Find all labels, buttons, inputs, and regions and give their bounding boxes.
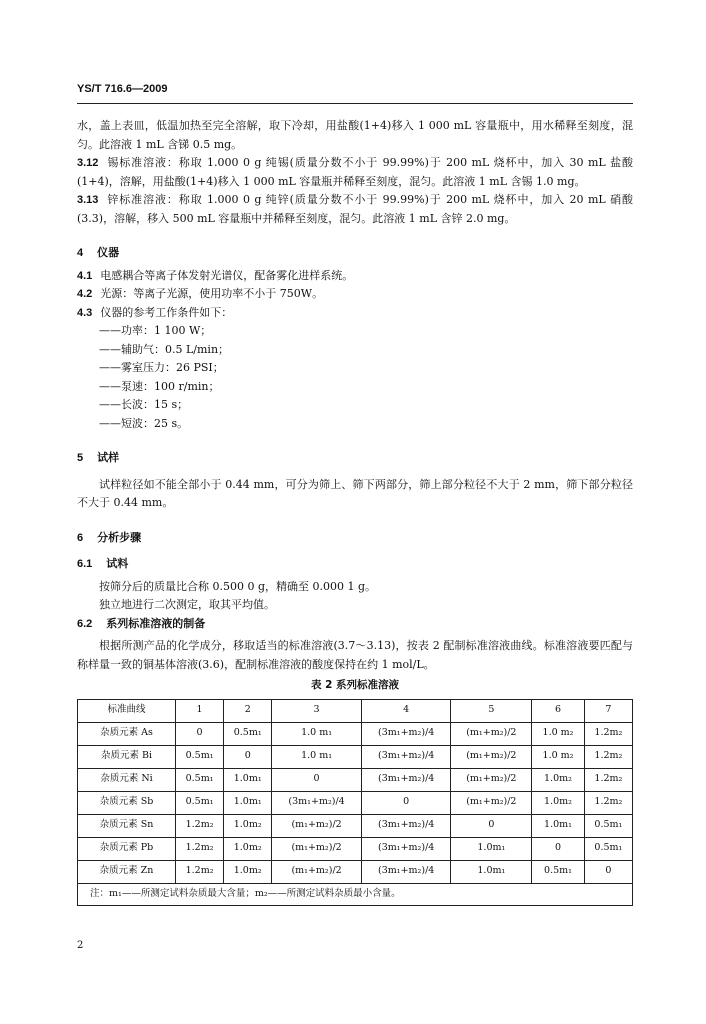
- table-cell: 杂质元素 Zn: [78, 860, 176, 883]
- table-row: [78, 837, 633, 860]
- table-cell: 0.5m₁: [176, 791, 224, 814]
- table-cell: 杂质元素 As: [78, 722, 176, 745]
- table-cell: 0: [532, 837, 585, 860]
- table-cell: 0: [361, 791, 451, 814]
- section-title: 试样: [97, 451, 120, 464]
- table-cell: (m₁+m₂)/2: [451, 722, 532, 745]
- standard-number: YS/T 716.6—2009: [77, 83, 168, 95]
- table-note: 注：m₁——所测定试料杂质最大含量；m₂——所测定试料杂质最小含量。: [78, 883, 633, 905]
- table-note-row: [78, 883, 633, 905]
- clause-number: 6.2: [77, 617, 93, 630]
- table-cell: (3m₁+m₂)/4: [361, 860, 451, 883]
- table-header-cell: 6: [532, 699, 585, 722]
- paragraph: 水，盖上表皿，低温加热至完全溶解，取下冷却，用盐酸(1+4)移入 1 000 mL 容量瓶中，用水稀释至刻度，混匀。此溶液 1 mL 含锑 0.5 mg。: [77, 119, 633, 151]
- table-cell: (3m₁+m₂)/4: [361, 745, 451, 768]
- table-header-cell: 3: [272, 699, 362, 722]
- table-cell: (m₁+m₂)/2: [272, 837, 362, 860]
- condition-item: ——长波：15 s；: [99, 398, 189, 411]
- section-6-heading: [77, 529, 633, 548]
- clause-text: 光源：等离子光源，使用功率不小于 750W。: [100, 287, 324, 300]
- table-header-cell: 5: [451, 699, 532, 722]
- table-row: [78, 814, 633, 837]
- paragraph: 按筛分后的质量比合称 0.500 0 g，精确至 0.000 1 g。: [99, 579, 377, 593]
- section-number: 6: [77, 531, 84, 544]
- clause-4-3: [77, 304, 633, 323]
- table-header-cell: 4: [361, 699, 451, 722]
- table-cell: 1.2m₂: [176, 860, 224, 883]
- table-header-cell: 1: [176, 699, 224, 722]
- condition-item: ——雾室压力：26 PSI；: [99, 361, 224, 374]
- clause-4-1: [77, 267, 633, 286]
- table-cell: 1.0m₁: [451, 837, 532, 860]
- paragraph: 独立地进行二次测定，取其平均值。: [99, 598, 275, 611]
- table-cell: (3m₁+m₂)/4: [361, 722, 451, 745]
- condition-item: ——功率：1 100 W；: [99, 324, 212, 337]
- clause-text: 仪器的参考工作条件如下：: [100, 305, 233, 319]
- table-cell: 1.0m₁: [224, 791, 272, 814]
- table-cell: 杂质元素 Ni: [78, 768, 176, 791]
- table-cell: 1.2m₂: [176, 837, 224, 860]
- table-cell: (m₁+m₂)/2: [451, 745, 532, 768]
- table-cell: 0: [272, 768, 362, 791]
- section-4-heading: [77, 244, 633, 263]
- table-cell: 1.0m₁: [224, 768, 272, 791]
- header-rule: [77, 103, 633, 104]
- table-cell: 1.0m₁: [532, 814, 585, 837]
- table-header-row: [78, 699, 633, 722]
- table-cell: 杂质元素 Bi: [78, 745, 176, 768]
- table-cell: 1.2m₂: [176, 814, 224, 837]
- table-cell: 1.0 m₁: [272, 745, 362, 768]
- clause-number: 4.3: [77, 306, 93, 319]
- table-cell: 1.2m₂: [584, 768, 632, 791]
- table-caption: 表 2 系列标准溶液: [310, 679, 400, 691]
- table-cell: (m₁+m₂)/2: [451, 791, 532, 814]
- condition-item: ——泵速：100 r/min；: [99, 379, 220, 393]
- clause-3-13: [77, 191, 633, 228]
- table-cell: (m₁+m₂)/2: [451, 768, 532, 791]
- table-cell: (3m₁+m₂)/4: [361, 837, 451, 860]
- table-cell: (3m₁+m₂)/4: [361, 814, 451, 837]
- clause-number: 4.1: [77, 269, 93, 282]
- table-cell: 1.2m₂: [584, 722, 632, 745]
- table-cell: 杂质元素 Pb: [78, 837, 176, 860]
- table-cell: 0: [176, 722, 224, 745]
- table-header-cell: 标准曲线: [78, 699, 176, 722]
- page-number: 2: [77, 940, 84, 951]
- clause-title: 试料: [106, 557, 129, 570]
- table-cell: 杂质元素 Sb: [78, 791, 176, 814]
- table-cell: 1.0m₂: [532, 768, 585, 791]
- table-row: [78, 791, 633, 814]
- table-cell: 0.5m₁: [584, 837, 632, 860]
- clause-text: 锡标准溶液：称取 1.000 0 g 纯锡(质量分数不小于 99.99%)于 200 mL 烧杯中，加入 30 mL 盐酸(1+4)，溶解，用盐酸(1+4)移入 1 000 mL 容量瓶并稀释至刻度，混匀。此溶液 1 mL 含锡 1.0 mg。: [77, 156, 633, 188]
- table-cell: 0: [584, 860, 632, 883]
- clause-4-2: [77, 285, 633, 304]
- section-title: 仪器: [97, 246, 120, 259]
- table-cell: 0: [224, 745, 272, 768]
- section-title: 分析步骤: [97, 530, 142, 544]
- table-cell: 1.0m₁: [451, 860, 532, 883]
- condition-item: ——辅助气：0.5 L/min；: [99, 342, 230, 356]
- section-number: 4: [77, 247, 84, 259]
- table-row: [78, 722, 633, 745]
- standard-series-table: [77, 699, 633, 906]
- section-number: 5: [77, 452, 84, 464]
- paragraph: 根据所测产品的化学成分，移取适当的标准溶液(3.7～3.13)，按表 2 配制标准溶液曲线。标准溶液要匹配与称样量一致的铜基体溶液(3.6)，配制标准溶液的酸度保持在约 1 mol/L。: [77, 639, 633, 671]
- table-cell: (3m₁+m₂)/4: [361, 768, 451, 791]
- table-cell: 0.5m₁: [176, 768, 224, 791]
- table-cell: 1.2m₂: [584, 791, 632, 814]
- table-cell: 1.0 m₂: [532, 745, 585, 768]
- table-cell: (3m₁+m₂)/4: [272, 791, 362, 814]
- clause-number: 4.2: [77, 288, 93, 300]
- table-cell: 0.5m₁: [532, 860, 585, 883]
- clause-6-1-heading: [77, 555, 633, 574]
- clause-text: 锌标准溶液：称取 1.000 0 g 纯锌(质量分数不小于 99.99%)于 200 mL 烧杯中，加入 20 mL 硝酸(3.3)，溶解，移入 500 mL 容量瓶中并稀释至刻度，混匀。此溶液 1 mL 含锌 2.0 mg。: [77, 193, 633, 225]
- table-cell: 1.0 m₂: [532, 722, 585, 745]
- clause-3-12: [77, 154, 633, 191]
- clause-number: 6.1: [77, 558, 93, 570]
- paragraph: 试样粒径如不能全部小于 0.44 mm，可分为筛上、筛下两部分，筛上部分粒径不大于 2 mm，筛下部分粒径不大于 0.44 mm。: [77, 477, 633, 509]
- section-5-heading: [77, 449, 633, 468]
- clause-6-2-heading: [77, 615, 633, 634]
- table-row: [78, 768, 633, 791]
- table-row: [78, 860, 633, 883]
- table-header-cell: 2: [224, 699, 272, 722]
- clause-text: 电感耦合等离子体发射光谱仪，配备雾化进样系统。: [100, 268, 354, 282]
- table-cell: 0: [451, 814, 532, 837]
- clause-number: 3.12: [77, 157, 99, 169]
- clause-title: 系列标准溶液的制备: [106, 616, 206, 630]
- table-cell: (m₁+m₂)/2: [272, 814, 362, 837]
- table-cell: 1.0m₂: [532, 791, 585, 814]
- table-cell: 0.5m₁: [584, 814, 632, 837]
- condition-item: ——短波：25 s。: [99, 416, 189, 430]
- table-cell: 0.5m₁: [176, 745, 224, 768]
- table-cell: 1.0 m₁: [272, 722, 362, 745]
- table-cell: (m₁+m₂)/2: [272, 860, 362, 883]
- table-cell: 0.5m₁: [224, 722, 272, 745]
- table-row: [78, 745, 633, 768]
- clause-number: 3.13: [77, 194, 99, 206]
- table-cell: 1.0m₂: [224, 837, 272, 860]
- table-cell: 1.0m₂: [224, 860, 272, 883]
- table-cell: 杂质元素 Sn: [78, 814, 176, 837]
- table-cell: 1.2m₂: [584, 745, 632, 768]
- table-cell: 1.0m₂: [224, 814, 272, 837]
- document-body: [77, 117, 633, 906]
- table-header-cell: 7: [584, 699, 632, 722]
